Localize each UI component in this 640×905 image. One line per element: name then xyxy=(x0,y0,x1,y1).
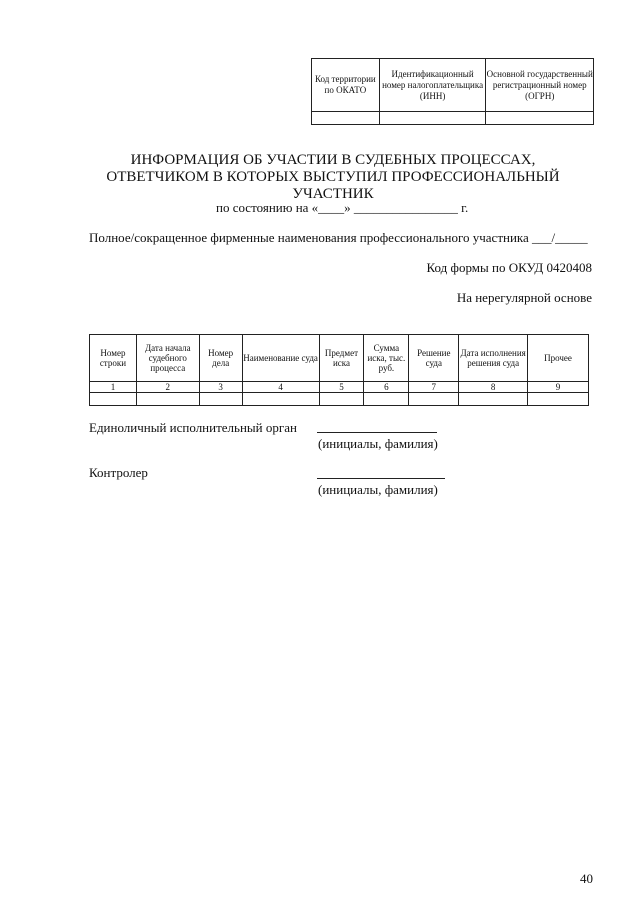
inn-header: Идентификационный номер налогоплательщика (ИНН) xyxy=(379,59,486,112)
column-number: 1 xyxy=(90,382,137,393)
column-number: 2 xyxy=(136,382,199,393)
codes-header-row xyxy=(312,59,594,112)
okato-value-cell[interactable] xyxy=(312,112,380,125)
table-row xyxy=(90,393,589,406)
column-header: Дата исполнения решения суда xyxy=(459,335,528,382)
column-header: Решение суда xyxy=(409,335,459,382)
column-header: Номер дела xyxy=(199,335,242,382)
page-number: 40 xyxy=(580,871,593,886)
table-header-row xyxy=(90,335,589,382)
codes-table xyxy=(311,58,594,125)
column-number: 6 xyxy=(364,382,409,393)
table-cell[interactable] xyxy=(90,393,137,406)
column-number: 4 xyxy=(242,382,319,393)
column-number: 9 xyxy=(528,382,589,393)
table-cell[interactable] xyxy=(136,393,199,406)
inn-value-cell[interactable] xyxy=(379,112,486,125)
controller-hint: (инициалы, фамилия) xyxy=(318,482,438,497)
controller-signature-line[interactable] xyxy=(317,478,445,479)
periodicity: На нерегулярной основе xyxy=(456,290,592,305)
column-number: 3 xyxy=(199,382,242,393)
table-cell[interactable] xyxy=(409,393,459,406)
codes-value-row xyxy=(312,112,594,125)
table-cell[interactable] xyxy=(199,393,242,406)
table-cell[interactable] xyxy=(242,393,319,406)
column-number: 7 xyxy=(409,382,459,393)
table-cell[interactable] xyxy=(319,393,364,406)
firm-name-line[interactable]: Полное/сокращенное фирменные наименования профессионального участника ___/_____ xyxy=(89,230,588,245)
table-cell[interactable] xyxy=(459,393,528,406)
column-number: 5 xyxy=(319,382,364,393)
controller-label: Контролер xyxy=(89,465,148,480)
ogrn-header: Основной государственный регистрационный номер (ОГРН) xyxy=(486,59,594,112)
column-header: Дата начала судебного процесса xyxy=(136,335,199,382)
court-cases-table xyxy=(89,334,589,406)
document-title: ИНФОРМАЦИЯ ОБ УЧАСТИИ В СУДЕБНЫХ ПРОЦЕССАХ, ОТВЕТЧИКОМ В КОТОРЫХ ВЫСТУПИЛ ПРОФЕССИОНАЛЬНЫЙ УЧАСТНИК xyxy=(106,152,560,202)
table-cell[interactable] xyxy=(528,393,589,406)
column-header: Номер строки xyxy=(90,335,137,382)
column-header: Наименование суда xyxy=(242,335,319,382)
executive-label: Единоличный исполнительный орган xyxy=(89,420,297,435)
column-header: Сумма иска, тыс. руб. xyxy=(364,335,409,382)
executive-signature-line[interactable] xyxy=(317,432,437,433)
column-number: 8 xyxy=(459,382,528,393)
column-header: Предмет иска xyxy=(319,335,364,382)
column-header: Прочее xyxy=(528,335,589,382)
column-number-row xyxy=(90,382,589,393)
table-cell[interactable] xyxy=(364,393,409,406)
okato-header: Код территории по ОКАТО xyxy=(312,59,380,112)
ogrn-value-cell[interactable] xyxy=(486,112,594,125)
executive-hint: (инициалы, фамилия) xyxy=(318,436,438,451)
as-of-date-line[interactable]: по состоянию на «____» ________________ г. xyxy=(216,200,469,215)
form-code: Код формы по ОКУД 0420408 xyxy=(426,260,592,275)
